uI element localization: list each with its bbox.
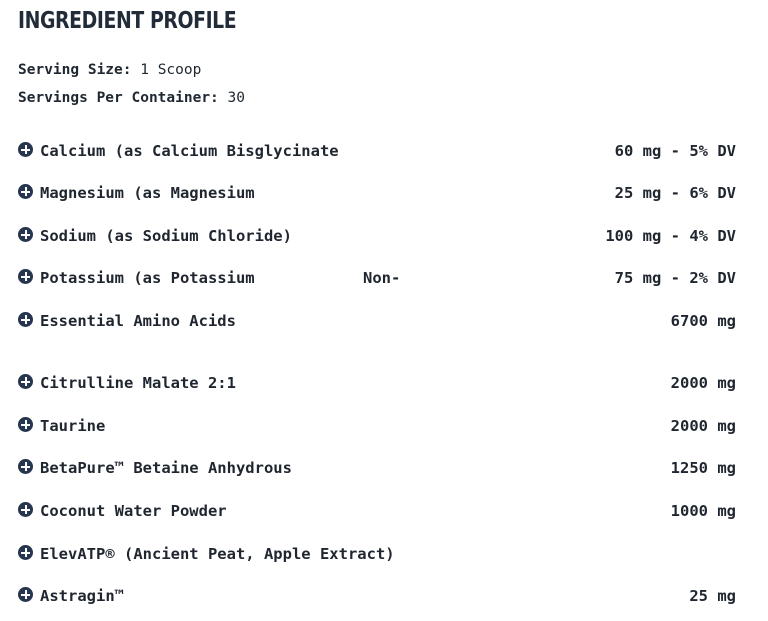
ingredient-amount: 2000 mg — [670, 417, 736, 435]
ingredient-name: Citrulline Malate 2:1 — [40, 374, 236, 392]
serving-size-label: Serving Size: — [18, 62, 132, 78]
ingredient-name: Calcium (as Calcium Bisglycinate — [40, 142, 339, 160]
expand-plus-icon[interactable] — [18, 417, 33, 432]
ingredient-name: Coconut Water Powder — [40, 502, 227, 520]
ingredient-row-coconut-water-powder[interactable] — [18, 499, 736, 523]
ingredient-name: ElevATP® (Ancient Peat, Apple Extract) — [40, 545, 395, 563]
expand-plus-icon[interactable] — [18, 374, 33, 389]
expand-plus-icon[interactable] — [18, 545, 33, 560]
ingredient-row-potassium[interactable] — [18, 266, 736, 290]
ingredient-row-taurine[interactable] — [18, 414, 736, 438]
ingredient-name: Essential Amino Acids — [40, 312, 236, 330]
ingredient-amount: 1250 mg — [670, 459, 736, 477]
serving-size-value: 1 Scoop — [140, 62, 202, 78]
serving-size — [18, 60, 201, 80]
expand-plus-icon[interactable] — [18, 269, 33, 284]
ingredient-row-calcium[interactable] — [18, 139, 736, 163]
ingredient-amount: 6700 mg — [670, 312, 736, 330]
expand-plus-icon[interactable] — [18, 587, 33, 602]
ingredient-amount: 75 mg - 2% DV — [614, 269, 736, 287]
ingredient-amount: 2000 mg — [670, 374, 736, 392]
ingredient-amount: 60 mg - 5% DV — [614, 142, 736, 160]
ingredient-row-betapure[interactable] — [18, 456, 736, 480]
expand-plus-icon[interactable] — [18, 312, 33, 327]
ingredient-row-citrulline-malate[interactable] — [18, 371, 736, 395]
ingredient-name: Taurine — [40, 417, 106, 435]
expand-plus-icon[interactable] — [18, 227, 33, 242]
servings-per-container-value: 30 — [227, 90, 245, 106]
ingredient-note: Non- — [363, 269, 401, 287]
ingredient-name: Astragin™ — [40, 587, 124, 605]
expand-plus-icon[interactable] — [18, 184, 33, 199]
ingredient-amount: 1000 mg — [670, 502, 736, 520]
ingredient-row-astragin[interactable] — [18, 584, 736, 608]
ingredient-amount: 25 mg - 6% DV — [614, 184, 736, 202]
ingredient-row-essential-amino-acids[interactable] — [18, 309, 736, 333]
servings-per-container-label: Servings Per Container: — [18, 90, 219, 106]
page-title: INGREDIENT PROFILE — [18, 8, 237, 34]
ingredient-row-elevatp[interactable] — [18, 542, 736, 566]
ingredient-amount: 25 mg — [689, 587, 736, 605]
servings-per-container — [18, 88, 245, 108]
ingredient-amount: 100 mg - 4% DV — [605, 227, 736, 245]
expand-plus-icon[interactable] — [18, 142, 33, 157]
expand-plus-icon[interactable] — [18, 502, 33, 517]
expand-plus-icon[interactable] — [18, 459, 33, 474]
ingredient-row-magnesium[interactable] — [18, 181, 736, 205]
ingredient-name: Sodium (as Sodium Chloride) — [40, 227, 292, 245]
ingredient-name: Potassium (as Potassium — [40, 269, 255, 287]
ingredient-name: Magnesium (as Magnesium — [40, 184, 255, 202]
ingredient-name: BetaPure™ Betaine Anhydrous — [40, 459, 292, 477]
ingredient-row-sodium[interactable] — [18, 224, 736, 248]
